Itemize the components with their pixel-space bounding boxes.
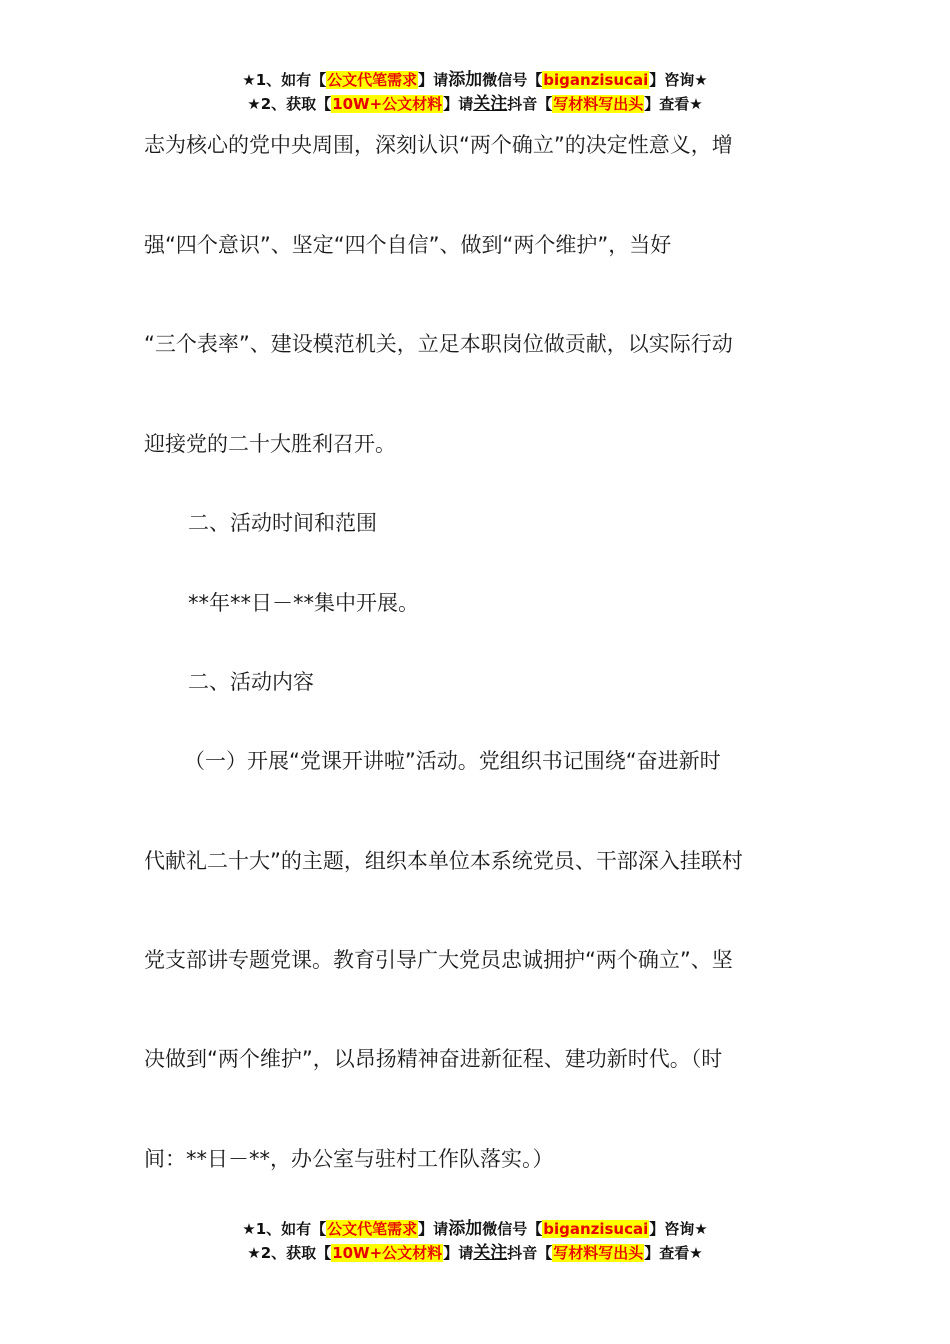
paragraph-3-line-2: 代献礼二十大”的主题，组织本单位本系统党员、干部深入挂联村 [144, 849, 743, 873]
section-heading-time-scope: 二、活动时间和范围 [188, 511, 377, 535]
paragraph-1-line-2: 强“四个意识”、坚定“四个自信”、做到“两个维护”，当好 [144, 233, 672, 257]
highlight-wechat-id: biganzisucai [543, 71, 649, 89]
highlight-materials: 10W+公文材料 [332, 95, 443, 113]
highlight-douyin: 写材料写出头 [553, 1244, 644, 1262]
footer-banner-line-1: ★1、如有【公文代笔需求】请添加微信号【biganzisucai】咨询★ [242, 1219, 708, 1239]
highlight-ghostwriting: 公文代笔需求 [327, 71, 418, 89]
paragraph-1-line-1: 志为核心的党中央周围，深刻认识“两个确立”的决定性意义，增 [144, 133, 733, 157]
banner-line-1: ★1、如有【公文代笔需求】请添加微信号【biganzisucai】咨询★ [242, 70, 708, 90]
highlight-ghostwriting: 公文代笔需求 [327, 1220, 418, 1238]
paragraph-3-line-3: 党支部讲专题党课。教育引导广大党员忠诚拥护“两个确立”、坚 [144, 948, 733, 972]
highlight-douyin: 写材料写出头 [553, 95, 644, 113]
paragraph-3-line-1: （一）开展“党课开讲啦”活动。党组织书记围绕“奋进新时 [184, 749, 721, 773]
paragraph-2: **年**日－**集中开展。 [188, 591, 419, 615]
header-banner [0, 68, 950, 116]
paragraph-1-line-4: 迎接党的二十大胜利召开。 [144, 432, 396, 456]
highlight-materials: 10W+公文材料 [332, 1244, 443, 1262]
paragraph-1-line-3: “三个表率”、建设模范机关，立足本职岗位做贡献，以实际行动 [144, 332, 733, 356]
paragraph-3-line-5: 间：**日－**，办公室与驻村工作队落实。） [144, 1147, 554, 1171]
footer-banner-line-2: ★2、获取【10W+公文材料】请关注抖音【写材料写出头】查看★ [247, 1243, 703, 1263]
section-heading-content: 二、活动内容 [188, 670, 314, 694]
highlight-wechat-id: biganzisucai [543, 1220, 649, 1238]
banner-line-2: ★2、获取【10W+公文材料】请关注抖音【写材料写出头】查看★ [247, 94, 703, 114]
paragraph-3-line-4: 决做到“两个维护”，以昂扬精神奋进新征程、建功新时代。（时 [144, 1047, 723, 1071]
footer-banner [0, 1217, 950, 1265]
